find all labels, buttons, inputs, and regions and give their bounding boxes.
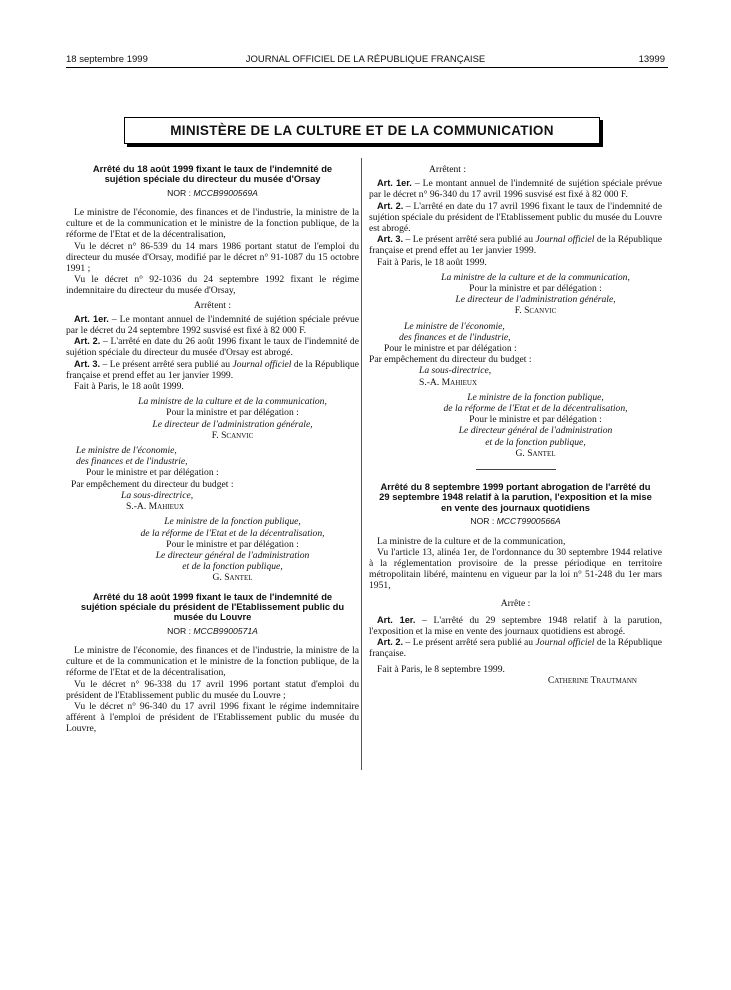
signatory-name: S.-A. Mahieux [419, 376, 478, 388]
signatory-title: La ministre de la culture et de la communication, [138, 396, 327, 408]
decree-arretent: Arrêtent : [193, 299, 232, 311]
signatory-title: Le ministre de la fonction publique, [164, 516, 301, 528]
decree-date-place: Fait à Paris, le 18 août 1999. [377, 256, 487, 268]
decree-journaux-quotidiens [369, 482, 662, 686]
decree-article-2: Art. 2. – L'arrêté en date du 17 avril 1996 fixant le taux de l'indemnité de sujétion spéciale du président de l'Etablissement public du musée du Louvre est abrogé. [369, 200, 662, 235]
signatory-title: des finances et de l'industrie, [76, 456, 188, 468]
signatory-name: Catherine Trautmann [547, 674, 637, 686]
header-rule [66, 67, 668, 68]
signatory-name: G. Santel [212, 572, 253, 584]
signatory-title: de la réforme de l'Etat et de la décentralisation, [443, 403, 628, 415]
signatory-title: Le ministre de l'économie, [76, 445, 177, 457]
signatory-title: La sous-directrice, [419, 365, 492, 377]
ministry-heading: MINISTÈRE DE LA CULTURE ET DE LA COMMUNICATION [170, 123, 554, 138]
signatory-title: Le ministre de la fonction publique, [467, 391, 604, 403]
section-separator [476, 469, 556, 470]
signatory-title: et de la fonction publique, [182, 561, 283, 573]
decree-orsay [66, 164, 359, 584]
signatory-name: F. Scanvic [514, 305, 557, 317]
signatory-delegation: Pour le ministre et par délégation : [86, 467, 219, 479]
left-column [66, 164, 359, 735]
right-column [369, 164, 662, 686]
signatory-title: et de la fonction publique, [485, 436, 586, 448]
signatory-title: Le directeur de l'administration générale, [152, 418, 313, 430]
decree-article-2: Art. 2. – Le présent arrêté sera publié au Journal officiel de la République française. [369, 637, 662, 660]
decree-article-1: Art. 1er. – Le montant annuel de l'indemnité de sujétion spéciale prévue par le décret du 24 septembre 1992 susvisé est fixé à 82 000 F. [66, 313, 359, 337]
decree-visa: Vu le décret n° 96-338 du 17 avril 1996 portant statut d'emploi du président de l'Etablissement public du musée du Louvre ; [66, 678, 359, 701]
signatory-title: Le ministre de l'économie, [404, 320, 505, 332]
decree-article-3: Art. 3. – Le présent arrêté sera publié au Journal officiel de la République française et prend effet au 1er janvier 1999. [66, 358, 359, 381]
signatory-name: G. Santel [515, 447, 556, 459]
signatory-title: Le directeur général de l'administration [458, 425, 613, 437]
decree-visa: Vu le décret n° 96-340 du 17 avril 1996 fixant le régime indemnitaire afférent à l'emploi de président de l'Etablissement public du musée du Louvre, [66, 700, 359, 735]
decree-visa: Vu l'article 13, alinéa 1er, de l'ordonnance du 30 septembre 1944 relative à la réglementation provisoire de la presse périodique en territoire métropolitain libéré, maintenu en vigueur par la loi n° 51-248 du 1er mars 1951, [369, 546, 662, 592]
header-page-number: 13999 [638, 54, 665, 65]
ministry-heading-box [124, 117, 600, 144]
signatory-title: des finances et de l'industrie, [399, 331, 511, 343]
signatory-delegation: Pour le ministre et par délégation : [166, 538, 299, 550]
decree-article-1: Art. 1er. – Le montant annuel de l'indemnité de sujétion spéciale prévue par le décret n° 96-340 du 17 avril 1996 susvisé est fixé à 82 000 F. [369, 178, 662, 201]
decree-visa: Vu le décret n° 86-539 du 14 mars 1986 portant statut de l'emploi du directeur du musée d'Orsay, modifié par le décret n° 91-1087 du 15 octobre 1991 ; [66, 240, 359, 275]
signatory-name: S.-A. Mahieux [126, 501, 185, 513]
signatory-delegation: Pour la ministre et par délégation : [166, 407, 299, 419]
decree-arrete: Arrête : [500, 597, 531, 609]
signatory-delegation: Pour le ministre et par délégation : [384, 343, 517, 355]
decree-arretent: Arrêtent : [429, 164, 467, 175]
decree-title: Arrêté du 18 août 1999 fixant le taux de l'indemnité de sujétion spéciale du directeur du musée d'Orsay [92, 163, 333, 185]
decree-preamble: Le ministre de l'économie, des finances et de l'industrie, la ministre de la culture et de la communication et le ministre de la fonction publique, de la réforme de l'Etat et de la décentralisation, [66, 644, 359, 679]
decree-title: Arrêté du 8 septembre 1999 portant abrogation de l'arrêté du 29 septembre 1948 relatif à la parution, l'exposition et la mise en vente des journaux quotidiens [379, 481, 652, 513]
decree-article-2: Art. 2. – L'arrêté en date du 26 août 1996 fixant le taux de l'indemnité de sujétion spéciale du directeur du musée d'Orsay est abrogé. [66, 336, 359, 359]
signatory-delegation: Pour la ministre et par délégation : [469, 283, 602, 295]
nor-reference: NOR : MCCB9900569A [167, 187, 258, 198]
header-journal-title: JOURNAL OFFICIEL DE LA RÉPUBLIQUE FRANÇAISE [245, 54, 486, 65]
column-divider [361, 158, 362, 770]
nor-reference: NOR : MCCB9900571A [167, 625, 258, 636]
decree-louvre-continued [369, 164, 662, 459]
signatory-title: Le directeur de l'administration générale, [455, 294, 616, 306]
decree-date-place: Fait à Paris, le 18 août 1999. [74, 381, 184, 393]
decree-date-place: Fait à Paris, le 8 septembre 1999. [377, 663, 505, 675]
signatory-delegation: Par empêchement du directeur du budget : [369, 354, 532, 366]
signatory-name: F. Scanvic [211, 429, 254, 441]
nor-reference: NOR : MCCT9900566A [470, 516, 561, 527]
signatory-delegation: Pour le ministre et par délégation : [469, 414, 602, 426]
decree-louvre [66, 592, 359, 735]
decree-visa: Vu le décret n° 92-1036 du 24 septembre 1992 fixant le régime indemnitaire du directeur du musée d'Orsay, [66, 274, 359, 297]
header-date: 18 septembre 1999 [66, 54, 148, 65]
decree-preamble: Le ministre de l'économie, des finances et de l'industrie, la ministre de la culture et de la communication et le ministre de la fonction publique, de la réforme de l'Etat et de la décentralisation, [66, 207, 359, 241]
decree-article-1: Art. 1er. – L'arrêté du 29 septembre 1948 relatif à la parution, l'exposition et la mise en vente des journaux quotidiens est abrogé. [369, 614, 663, 637]
signatory-delegation: Par empêchement du directeur du budget : [71, 478, 234, 490]
signatory-title: La ministre de la culture et de la communication, [441, 271, 630, 283]
decree-preamble: La ministre de la culture et de la communication, [377, 535, 566, 547]
signatory-title: Le directeur général de l'administration [155, 549, 310, 561]
signatory-title: de la réforme de l'Etat et de la décentralisation, [140, 527, 325, 539]
signatory-title: La sous-directrice, [121, 489, 194, 501]
decree-article-3: Art. 3. – Le présent arrêté sera publié au Journal officiel de la République française et prend effet au 1er janvier 1999. [369, 234, 662, 257]
decree-title: Arrêté du 18 août 1999 fixant le taux de l'indemnité de sujétion spéciale du président de l'Etablissement public du musée du Louvre [80, 590, 345, 623]
